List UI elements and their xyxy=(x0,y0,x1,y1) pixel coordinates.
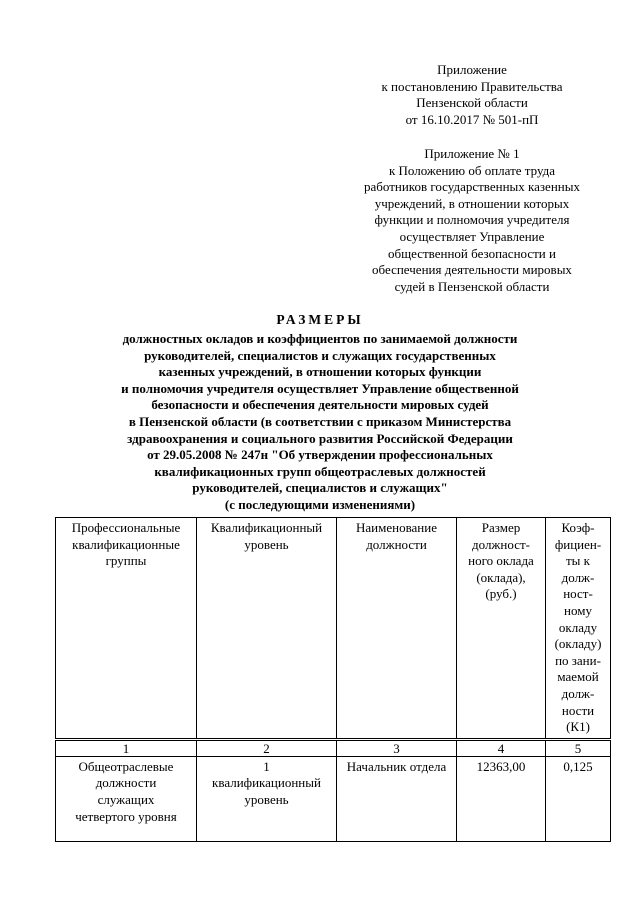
subtitle-line: квалификационных групп общеотраслевых должностей xyxy=(154,463,486,479)
cell-line: служащих xyxy=(97,791,155,807)
cell-line: квалификационный xyxy=(212,775,321,791)
subtitle-line: и полномочия учредителя осуществляет Управление общественной xyxy=(121,380,519,396)
subtitle-line: казенных учреждений, в отношении которых функции xyxy=(158,364,482,380)
table-cell xyxy=(457,518,546,740)
document-subtitle xyxy=(80,331,560,514)
table-cell: 4 xyxy=(457,739,546,756)
table-cell: 2 xyxy=(197,739,337,756)
table-cell: 5 xyxy=(546,739,611,756)
table-cell xyxy=(546,518,611,740)
salary-table xyxy=(55,517,611,842)
appendix-line: Пензенской области xyxy=(416,95,528,111)
cell-line: должност- xyxy=(472,536,530,552)
cell-line: долж- xyxy=(561,569,595,585)
cell-line: уровень xyxy=(244,536,289,552)
subtitle-line: в Пензенской области (в соответствии с приказом Министерства xyxy=(128,413,512,429)
cell-line: квалификационные xyxy=(72,536,180,552)
cell-line: Общеотраслевые xyxy=(78,758,174,774)
cell-line: (оклада), xyxy=(476,569,526,585)
cell-line: по зани- xyxy=(555,652,601,668)
table-cell xyxy=(56,518,197,740)
cell-line: 1 xyxy=(263,758,270,774)
cell-line: Профессиональные xyxy=(71,520,181,535)
document-title: РАЗМЕРЫ xyxy=(276,312,364,327)
cell-line: должности xyxy=(95,775,157,791)
appendix-line: Приложение № 1 xyxy=(424,146,520,161)
appendix-line: от 16.10.2017 № 501-пП xyxy=(405,111,539,127)
cell-line: (К1) xyxy=(566,719,590,735)
table-header-row xyxy=(56,518,611,740)
appendix-line: обеспечения деятельности мировых xyxy=(372,262,572,278)
cell-line: долж- xyxy=(561,685,595,701)
table-cell xyxy=(337,518,457,740)
appendix-no1-reference xyxy=(342,146,602,295)
appendix-reference xyxy=(342,62,602,128)
appendix-line: общественной безопасности и xyxy=(388,245,556,261)
column-number-row xyxy=(56,739,611,756)
table-cell xyxy=(546,756,611,841)
subtitle-line: должностных окладов и коэффициентов по занимаемой должности xyxy=(122,331,518,346)
cell-line: должности xyxy=(366,536,427,552)
cell-line: фициен- xyxy=(554,536,602,552)
subtitle-line: здравоохранения и социального развития Российской Федерации xyxy=(127,430,513,446)
cell-line: 0,125 xyxy=(563,758,593,774)
cell-line: Начальник отдела xyxy=(346,758,447,774)
appendix-line: к постановлению Правительства xyxy=(381,78,563,94)
cell-line: окладу xyxy=(558,619,598,635)
subtitle-line: руководителей, специалистов и служащих" xyxy=(192,480,448,496)
table-cell xyxy=(56,756,197,841)
cell-line: (окладу) xyxy=(554,636,602,652)
subtitle-line: (с последующими изменениями) xyxy=(224,496,416,512)
table-cell: 3 xyxy=(337,739,457,756)
cell-line: ного оклада xyxy=(468,553,534,569)
cell-line: Квалификационный xyxy=(210,520,323,535)
cell-line: ному xyxy=(564,602,592,618)
appendix-line: учреждений, в отношении которых xyxy=(374,195,570,211)
appendix-line: работников государственных казенных xyxy=(364,179,580,195)
table-row xyxy=(56,756,611,841)
cell-line: ности xyxy=(561,702,595,718)
cell-line: Размер xyxy=(481,520,521,535)
cell-line: Коэф- xyxy=(561,520,595,535)
cell-line: ност- xyxy=(563,586,593,602)
appendix-line: Приложение xyxy=(437,62,507,77)
subtitle-line: от 29.05.2008 № 247н "Об утверждении профессиональных xyxy=(147,447,493,463)
cell-line: Наименование xyxy=(356,520,437,535)
subtitle-line: безопасности и обеспечения деятельности мировых судей xyxy=(151,397,489,413)
table-cell xyxy=(337,756,457,841)
table-cell: 1 xyxy=(56,739,197,756)
cell-line: уровень xyxy=(244,791,289,807)
subtitle-line: руководителей, специалистов и служащих государственных xyxy=(144,347,496,363)
cell-line: 12363,00 xyxy=(476,758,526,774)
appendix-line: судей в Пензенской области xyxy=(394,278,550,294)
appendix-line: осуществляет Управление xyxy=(399,228,545,244)
cell-line: четвертого уровня xyxy=(75,808,177,824)
appendix-line: функции и полномочия учредителя xyxy=(374,212,570,228)
table-cell xyxy=(197,518,337,740)
table-cell xyxy=(197,756,337,841)
cell-line: маемой xyxy=(557,669,599,685)
cell-line: ты к xyxy=(566,553,590,569)
table-cell xyxy=(457,756,546,841)
appendix-line: к Положению об оплате труда xyxy=(388,162,556,178)
cell-line: (руб.) xyxy=(485,586,517,602)
cell-line: группы xyxy=(105,553,147,569)
